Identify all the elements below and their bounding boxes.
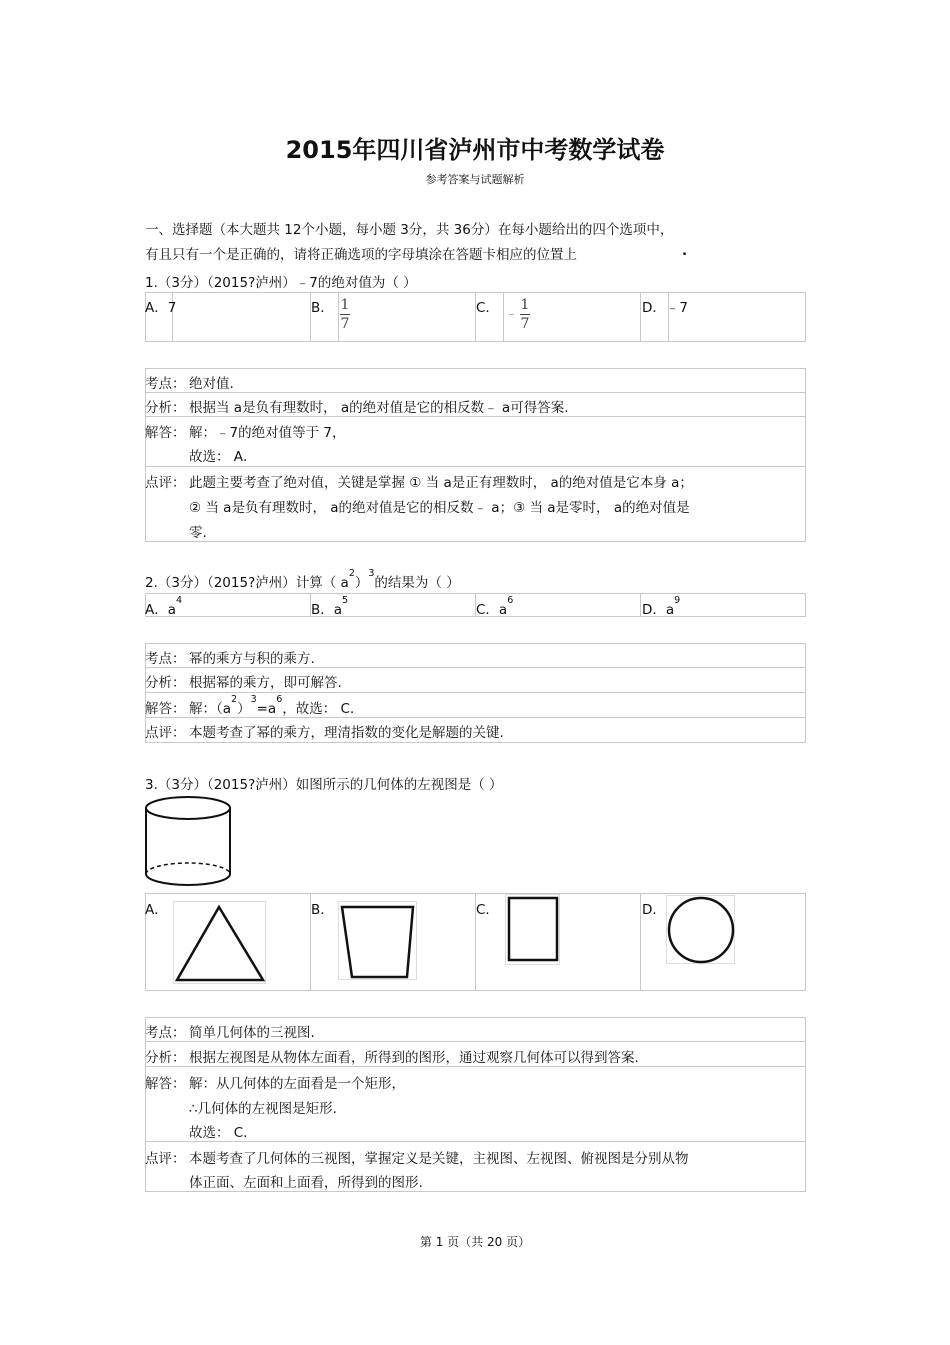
q2-option-a <box>145 595 183 618</box>
q3-jieda-label: 解答： <box>145 1076 186 1092</box>
q3-fenxi: 根据左视图是从物体左面看，所得到的图形，通过观察几何体可以得到答案. <box>189 1050 639 1066</box>
q2-stem-part: 2.（3分）（2015?泸州）计算（ a <box>145 575 349 591</box>
q2-jieda <box>189 694 364 717</box>
q2-analysis-rule <box>145 667 805 668</box>
q2-stem <box>145 568 460 591</box>
q3-analysis-rule <box>145 1141 805 1142</box>
fraction-numerator: 1 <box>340 297 350 313</box>
q2-jieda-part: =a <box>256 701 277 717</box>
q2-jieda-exponent: 6 <box>276 694 283 705</box>
fraction-denominator: 7 <box>340 316 350 332</box>
q1-analysis-rule <box>145 541 805 542</box>
q3-jieda-line1: 解：从几何体的左面看是一个矩形， <box>189 1076 405 1092</box>
q3-option-a: A． <box>145 902 168 918</box>
q1-jieda-line1: 解：﹣7的绝对值等于 7， <box>189 425 346 441</box>
q3-options-divider <box>640 893 641 991</box>
q1-dianping-line2: ② 当 a是负有理数时， a的绝对值是它的相反数﹣ a；③ 当 a是零时， a的绝对值是 <box>189 500 690 516</box>
section-intro-line2: 有且只有一个是正确的，请将正确选项的字母填涂在答题卡相应的位置上 <box>145 247 577 263</box>
q2-options-divider <box>640 593 641 617</box>
page-footer: 第 1 页（共 20 页） <box>419 1235 531 1249</box>
q2-analysis-rule <box>145 643 805 644</box>
q1-option-a: A．7 <box>145 300 177 316</box>
q3-dianping-line1: 本题考查了几何体的三视图，掌握定义是关键，主视图、左视图、俯视图是分别从物 <box>189 1151 689 1167</box>
q1-dianping-line1: 此题主要考查了绝对值，关键是掌握 ① 当 a是正有理数时， a的绝对值是它本身 a； <box>189 475 693 491</box>
q2-option-exponent: 6 <box>507 595 514 606</box>
q2-options-divider <box>805 593 806 617</box>
q2-analysis-rule <box>145 692 805 693</box>
section-intro-dot: . <box>682 243 688 259</box>
q1-analysis-rule <box>145 466 805 467</box>
trapezoid-figure <box>338 901 418 981</box>
q3-option-d: D． <box>642 902 666 918</box>
q2-fenxi: 根据幂的乘方，即可解答. <box>189 675 342 691</box>
rectangle-figure <box>505 894 561 966</box>
q1-kaodian-label: 考点： <box>145 376 186 392</box>
q1-jieda-line2: 故选： A． <box>189 449 257 465</box>
q3-analysis-border <box>805 1017 806 1192</box>
q2-jieda-exponent: 3 <box>250 694 257 705</box>
q1-analysis-rule <box>145 416 805 417</box>
q1-jieda-label: 解答： <box>145 425 186 441</box>
q2-stem-part: 的结果为（ ） <box>374 575 460 591</box>
q2-option-d <box>642 595 681 618</box>
q1-analysis-rule <box>145 392 805 393</box>
q1-option-b-fraction <box>340 298 350 331</box>
q2-option-b <box>311 595 349 618</box>
q2-dianping-label: 点评： <box>145 725 186 741</box>
q3-analysis-rule <box>145 1017 805 1018</box>
q3-jieda-line3: 故选： C． <box>189 1125 257 1141</box>
q2-fenxi-label: 分析： <box>145 675 186 691</box>
q3-option-c: C． <box>476 902 499 918</box>
q2-option-label: B．a <box>311 602 343 618</box>
q3-kaodian: 简单几何体的三视图. <box>189 1025 315 1041</box>
q3-dianping-line2: 体正面、左面和上面看，所得到的图形. <box>189 1175 423 1191</box>
q1-stem: 1.（3分）（2015?泸州）﹣7的绝对值为（ ） <box>145 275 417 291</box>
q1-kaodian: 绝对值. <box>189 376 234 392</box>
q3-fenxi-label: 分析： <box>145 1050 186 1066</box>
q3-dianping-label: 点评： <box>145 1151 186 1167</box>
q2-jieda-part: ） <box>237 701 251 717</box>
q1-fenxi-label: 分析： <box>145 400 186 416</box>
q2-jieda-part: ，故选： C． <box>282 701 364 717</box>
q2-analysis-border <box>805 643 806 743</box>
q1-dianping-line3: 零. <box>189 525 207 541</box>
q2-kaodian-label: 考点： <box>145 651 186 667</box>
cylinder-figure <box>143 794 235 890</box>
q1-dianping-label: 点评： <box>145 475 186 491</box>
page-title: 2015年四川省泸州市中考数学试卷 <box>285 136 665 164</box>
q3-analysis-rule <box>145 1066 805 1067</box>
q2-option-c <box>476 595 514 618</box>
q2-stem-part: ） <box>354 575 369 591</box>
q2-option-exponent: 5 <box>342 595 349 606</box>
q2-option-label: D．a <box>642 602 675 618</box>
triangle-figure <box>173 901 267 985</box>
q2-option-exponent: 9 <box>674 595 681 606</box>
q2-option-label: C．a <box>476 602 508 618</box>
q2-jieda-part: 解：（a <box>189 701 232 717</box>
q2-analysis-rule <box>145 717 805 718</box>
q3-options-divider <box>805 893 806 991</box>
q1-analysis-border <box>805 368 806 542</box>
q1-options-divider <box>640 292 641 342</box>
q1-options-divider <box>503 292 504 342</box>
section-intro-line1: 一、选择题（本大题共 12个小题，每小题 3分，共 36分）在每小题给出的四个选项中， <box>145 222 674 238</box>
fraction-denominator: 7 <box>520 316 530 332</box>
q1-option-c-neg: ﹣ <box>506 307 517 320</box>
circle-figure <box>666 895 736 965</box>
q1-option-c: C． <box>476 300 499 316</box>
q3-analysis-rule <box>145 1191 805 1192</box>
q1-option-b: B． <box>311 300 334 316</box>
q3-option-b: B． <box>311 902 334 918</box>
q2-analysis-rule <box>145 742 805 743</box>
q3-jieda-line2: ∴几何体的左视图是矩形. <box>189 1101 337 1117</box>
fraction-numerator: 1 <box>520 297 530 313</box>
q3-analysis-rule <box>145 1041 805 1042</box>
q2-option-label: A．a <box>145 602 177 618</box>
page-subtitle: 参考答案与试题解析 <box>425 173 525 186</box>
q2-jieda-label: 解答： <box>145 701 186 717</box>
q2-stem-exponent: 3 <box>368 568 375 579</box>
q1-analysis-rule <box>145 368 805 369</box>
q2-kaodian: 幂的乘方与积的乘方. <box>189 651 315 667</box>
q2-dianping: 本题考查了幂的乘方，理清指数的变化是解题的关键. <box>189 725 504 741</box>
q1-option-d: D．﹣7 <box>642 300 688 316</box>
q1-options-divider <box>805 292 806 342</box>
q2-jieda-exponent: 2 <box>231 694 238 705</box>
q3-kaodian-label: 考点： <box>145 1025 186 1041</box>
q1-fenxi: 根据当 a是负有理数时， a的绝对值是它的相反数﹣ a可得答案. <box>189 400 569 416</box>
q3-stem: 3.（3分）（2015?泸州）如图所示的几何体的左视图是（ ） <box>145 777 503 793</box>
q1-options-divider <box>338 292 339 342</box>
q2-stem-exponent: 2 <box>348 568 355 579</box>
q1-option-c-fraction <box>520 298 530 331</box>
q2-option-exponent: 4 <box>176 595 183 606</box>
q1-analysis-border <box>145 368 146 542</box>
